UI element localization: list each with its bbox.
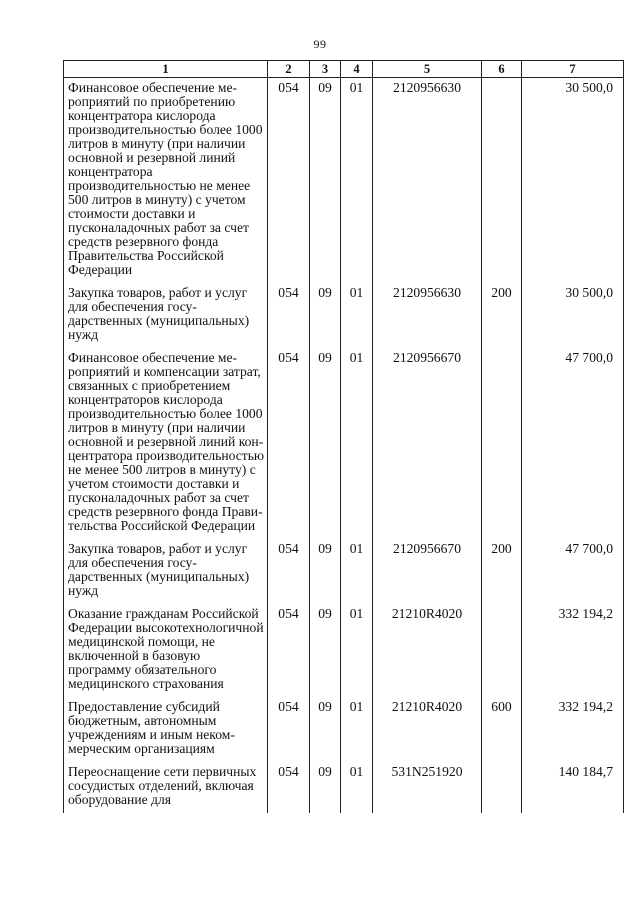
table-body	[64, 78, 624, 814]
row-target: 2120956670	[373, 348, 482, 539]
row-ministry: 054	[268, 78, 310, 284]
header-col-1: 1	[64, 61, 268, 78]
row-amount: 30 500,0	[522, 283, 624, 348]
row-name: Оказание гражданам Российской Федерации высокотехнологичной медицинской помощи, не включенной в базовую программу обязательного медицинского страхования	[64, 604, 268, 697]
row-amount: 47 700,0	[522, 348, 624, 539]
row-ministry: 054	[268, 762, 310, 813]
row-expense-type	[482, 762, 522, 813]
row-name: Переоснащение сети первичных сосудистых отделений, включая оборудование для	[64, 762, 268, 813]
row-section: 09	[310, 604, 341, 697]
row-ministry: 054	[268, 283, 310, 348]
row-target: 2120956630	[373, 283, 482, 348]
row-ministry: 054	[268, 348, 310, 539]
table-row	[64, 539, 624, 604]
header-col-2: 2	[268, 61, 310, 78]
row-subsection: 01	[341, 762, 373, 813]
row-name: Предоставление субсидий бюджетным, автономным учреждениям и иным некоммерческим организациям	[64, 697, 268, 762]
row-subsection: 01	[341, 348, 373, 539]
row-name: Финансовое обеспечение мероприятий по приобретению концентратора кислорода производительностью более 1000 литров в минуту (при наличии основной и резервной линий концентратора производительностью не менее 500 литров в минуту) с учетом стоимости доставки и пусконаладочных работ за счет средств резервного фонда Правительства Российской Федерации	[64, 78, 268, 284]
row-amount: 332 194,2	[522, 697, 624, 762]
header-col-3: 3	[310, 61, 341, 78]
row-section: 09	[310, 348, 341, 539]
header-col-4: 4	[341, 61, 373, 78]
row-ministry: 054	[268, 697, 310, 762]
row-name: Финансовое обеспечение мероприятий и компенсации затрат, связанных с приобретением концентраторов кислорода производительностью более 1000 литров в минуту (при наличии основной и резервной линий концентратора производительностью не менее 500 литров в минуту) с учетом стоимости доставки и пусконаладочных работ за счет средств резервного фонда Правительства Российской Федерации	[64, 348, 268, 539]
row-target: 21210R4020	[373, 604, 482, 697]
row-ministry: 054	[268, 604, 310, 697]
row-expense-type	[482, 604, 522, 697]
budget-table	[63, 60, 624, 813]
row-section: 09	[310, 283, 341, 348]
page-number: 99	[313, 37, 327, 51]
row-expense-type	[482, 348, 522, 539]
table-header	[64, 61, 624, 78]
row-amount: 30 500,0	[522, 78, 624, 284]
row-amount: 140 184,7	[522, 762, 624, 813]
row-amount: 332 194,2	[522, 604, 624, 697]
table-row	[64, 697, 624, 762]
row-subsection: 01	[341, 283, 373, 348]
row-subsection: 01	[341, 604, 373, 697]
row-target: 531N251920	[373, 762, 482, 813]
table-row	[64, 348, 624, 539]
row-ministry: 054	[268, 539, 310, 604]
row-target: 21210R4020	[373, 697, 482, 762]
row-subsection: 01	[341, 78, 373, 284]
row-expense-type: 600	[482, 697, 522, 762]
row-section: 09	[310, 697, 341, 762]
table-row	[64, 283, 624, 348]
row-target: 2120956670	[373, 539, 482, 604]
header-row	[64, 61, 624, 78]
row-subsection: 01	[341, 539, 373, 604]
row-name: Закупка товаров, работ и услуг для обеспечения государственных (муниципальных) нужд	[64, 283, 268, 348]
row-section: 09	[310, 539, 341, 604]
table-row	[64, 78, 624, 284]
row-name: Закупка товаров, работ и услуг для обеспечения государственных (муниципальных) нужд	[64, 539, 268, 604]
row-amount: 47 700,0	[522, 539, 624, 604]
row-subsection: 01	[341, 697, 373, 762]
table-row	[64, 604, 624, 697]
row-expense-type: 200	[482, 283, 522, 348]
row-section: 09	[310, 78, 341, 284]
row-expense-type	[482, 78, 522, 284]
header-col-7: 7	[522, 61, 624, 78]
table-row	[64, 762, 624, 813]
row-expense-type: 200	[482, 539, 522, 604]
header-col-5: 5	[373, 61, 482, 78]
header-col-6: 6	[482, 61, 522, 78]
row-section: 09	[310, 762, 341, 813]
row-target: 2120956630	[373, 78, 482, 284]
